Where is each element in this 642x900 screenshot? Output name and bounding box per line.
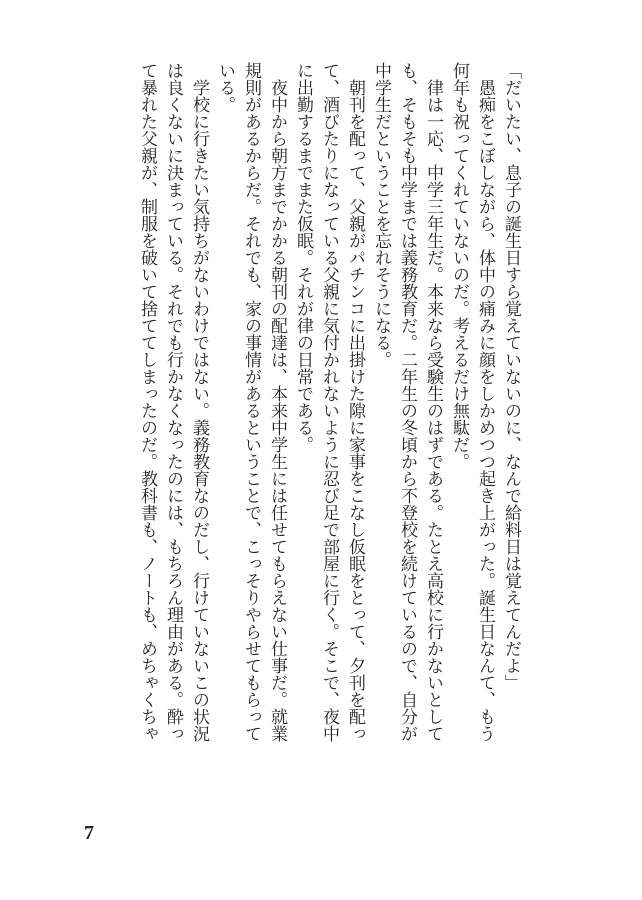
text-line: 中学生だということを忘れそうになる。	[371, 62, 391, 368]
text-line: は良くないに決まっている。それでも行かなくなったのには、もちろん理由がある。酔っ	[163, 62, 183, 742]
paragraph	[368, 62, 446, 762]
text-line: て、酒びたりになっている父親に気付かれないように忍び足で部屋に行く。そこで、夜中	[319, 62, 339, 742]
text-line: 学校に行きたい気持ちがないわけではない。義務教育なのだし、行けていないこの状況	[189, 79, 209, 742]
text-line: 何年も祝ってくれていないのだ。考えるだけ無駄だ。	[449, 62, 469, 470]
text-line: いる。	[215, 62, 235, 113]
paragraph	[134, 62, 212, 762]
text-line: に出勤するまでまた仮眠。それが律の日常である。	[293, 62, 313, 453]
paragraph	[290, 62, 368, 762]
text-line: て暴れた父親が、制服を破いて捨ててしまったのだ。教科書も、ノートも、めちゃくちゃ	[137, 62, 157, 742]
paragraph	[212, 62, 290, 762]
text-line: 愚痴をこぼしながら、体中の痛みに顔をしかめつつ起き上がった。誕生日なんて、もう	[475, 79, 495, 742]
text-line: 律は一応、中学三年生だ。本来なら受験生のはずである。たとえ高校に行かないとして	[423, 79, 443, 742]
text-line: も、そもそも中学までは義務教育だ。二年生の冬頃から不登校を続けているので、自分が	[397, 62, 417, 742]
text-line: 規則があるからだ。それでも、家の事情があるということで、こっそりやらせてもらって	[241, 62, 261, 742]
page-number: 7	[84, 822, 94, 844]
body-text	[134, 62, 524, 762]
paragraph	[498, 62, 524, 762]
text-line: 「だいたい、息子の誕生日すら覚えていないのに、なんで給料日は覚えてんだよ」	[501, 62, 521, 691]
text-line: 夜中から朝方までかかる朝刊の配達は、本来中学生には任せてもらえない仕事だ。就業	[267, 79, 287, 742]
text-line: 朝刊を配って、父親がパチンコに出掛けた隙に家事をこなし仮眠をとって、夕刊を配っ	[345, 79, 365, 742]
paragraph	[446, 62, 498, 762]
